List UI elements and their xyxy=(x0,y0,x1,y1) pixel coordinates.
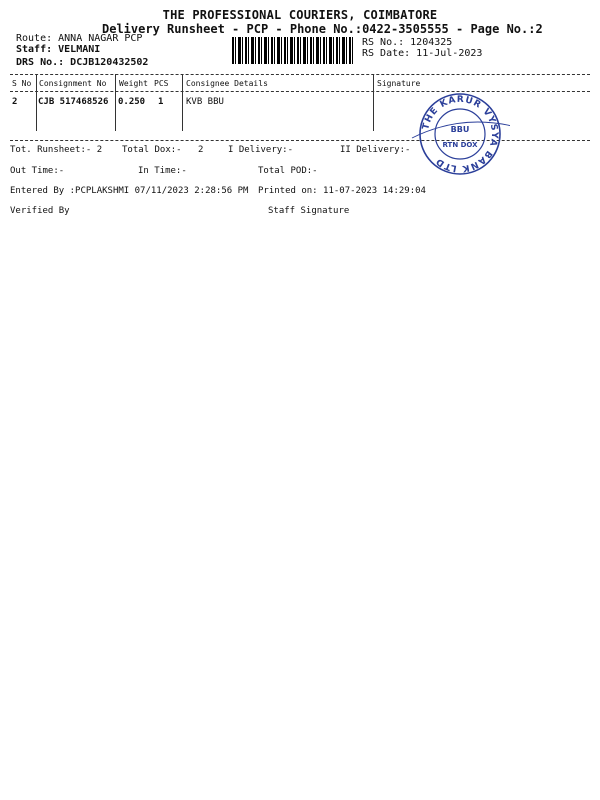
row-s-no: 2 xyxy=(12,97,18,107)
i-delivery: I Delivery:- xyxy=(228,145,294,155)
verified-by: Verified By xyxy=(10,206,70,216)
row-consignee: KVB BBU xyxy=(186,97,224,107)
rs-date: RS Date: 11-Jul-2023 xyxy=(362,48,483,59)
row-weight: 0.250 xyxy=(118,97,146,107)
entered-by: Entered By :PCPLAKSHMI 07/11/2023 2:28:56 PM xyxy=(10,186,249,196)
stamp-center-top: BBU xyxy=(450,125,470,134)
col-header-s-no: S No xyxy=(12,79,32,88)
col-header-consignment-no: Consignment No xyxy=(39,79,107,88)
barcode xyxy=(232,37,354,64)
col-header-pcs: PCS xyxy=(154,79,169,88)
col-header-consignee-details: Consignee Details xyxy=(186,79,268,88)
in-time: In Time:- xyxy=(138,166,187,176)
total-dox-label: Total Dox:- xyxy=(122,145,182,155)
staff-label: Staff: VELMANI xyxy=(16,44,101,55)
column-divider xyxy=(373,74,374,131)
out-time: Out Time:- xyxy=(10,166,65,176)
stamp-ring-text: THE KARUR VYSYA BANK LTD xyxy=(421,94,500,174)
stamp-center-bottom: RTN DOX xyxy=(442,141,478,149)
column-divider xyxy=(115,74,116,131)
col-header-signature: Signature xyxy=(377,79,421,88)
ii-delivery: II Delivery:- xyxy=(340,145,411,155)
row-consignment-no: CJB 517468526 xyxy=(38,97,109,107)
total-dox-value: 2 xyxy=(198,145,204,155)
route-label: Route: ANNA NAGAR PCP xyxy=(16,33,143,44)
rs-number: RS No.: 1204325 xyxy=(362,37,453,48)
printed-on: Printed on: 11-07-2023 14:29:04 xyxy=(258,186,426,196)
table-top-rule xyxy=(10,74,590,75)
column-divider xyxy=(182,74,183,131)
company-title: THE PROFESSIONAL COURIERS, COIMBATORE xyxy=(162,8,438,22)
tot-runsheet: Tot. Runsheet:- 2 xyxy=(10,145,103,155)
drs-number: DRS No.: DCJB120432502 xyxy=(16,57,149,68)
staff-signature: Staff Signature xyxy=(268,206,350,216)
row-pcs: 1 xyxy=(158,97,164,107)
runsheet-title: Delivery Runsheet - PCP - Phone No.:0422-3505555 - Page No.:2 xyxy=(102,22,543,36)
column-divider xyxy=(36,74,37,131)
col-header-weight: Weight xyxy=(119,79,148,88)
bank-stamp xyxy=(410,92,510,177)
total-pod: Total POD:- xyxy=(258,166,318,176)
